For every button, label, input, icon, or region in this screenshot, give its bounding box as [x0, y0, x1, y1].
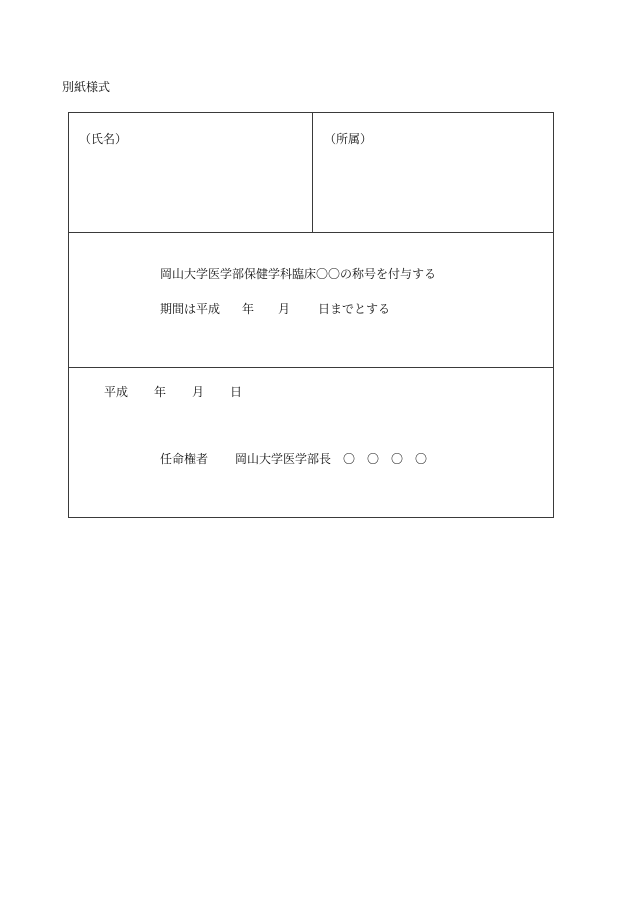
- date-line: [104, 384, 242, 400]
- period-year-label: 年: [242, 302, 255, 316]
- appointer-label: 任命権者: [160, 452, 209, 466]
- period-suffix: 日までとする: [318, 302, 391, 316]
- appointer-name-placeholder: 〇 〇 〇 〇: [343, 452, 428, 466]
- date-month-label: 月: [192, 385, 205, 399]
- form-caption: 別紙様式: [62, 80, 111, 94]
- date-era: 平成: [104, 385, 129, 399]
- period-prefix: 期間は平成: [160, 302, 221, 316]
- signature-row: [69, 368, 553, 517]
- affiliation-cell: [313, 113, 553, 232]
- appointer-line: [160, 451, 427, 467]
- name-label: （氏名）: [79, 132, 128, 146]
- affiliation-label: （所属）: [324, 132, 373, 146]
- date-day-label: 日: [230, 385, 243, 399]
- period-line: [160, 301, 390, 317]
- period-month-label: 月: [278, 302, 291, 316]
- certificate-form: [68, 112, 554, 518]
- header-row: [69, 113, 553, 233]
- statement-row: [69, 233, 553, 368]
- name-cell: [69, 113, 313, 232]
- date-year-label: 年: [154, 385, 167, 399]
- title-statement: 岡山大学医学部保健学科臨床〇〇の称号を付与する: [160, 267, 437, 281]
- appointer-title: 岡山大学医学部長: [235, 452, 332, 466]
